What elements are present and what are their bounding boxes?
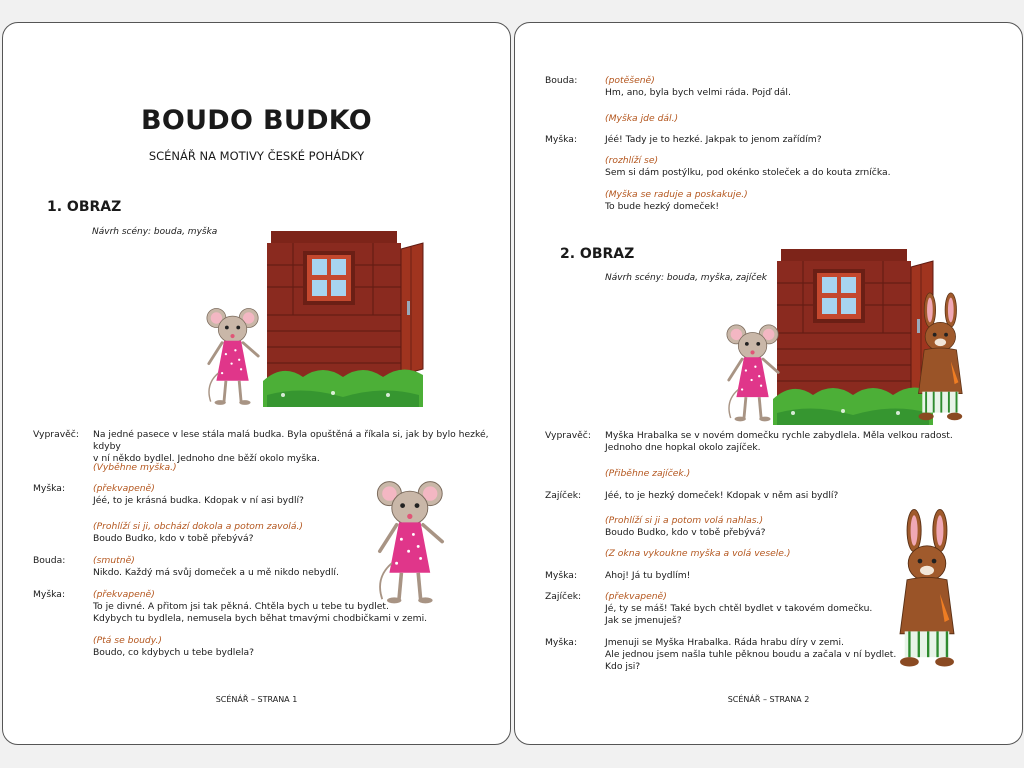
dialogue-line: Myška Hrabalka se v novém domečku rychle zabydlela. Měla velkou radost. [605,430,953,441]
stage-direction: (Z okna vykoukne myška a volá vesele.) [605,548,791,559]
dialogue-line: Jmenuji se Myška Hrabalka. Ráda hrabu díry v zemi. [605,637,844,648]
mouse-illustration [375,479,447,609]
stage-direction: (Myška se raduje a poskakuje.) [605,189,748,200]
dialogue-line: Jak se jmenuješ? [605,615,682,627]
dialogue-line: Jé, ty se máš! Také bych chtěl bydlet v takovém domečku. [605,603,873,615]
stage-direction: (rozhlíží se) [605,155,659,166]
speaker-label: Myška: [545,134,578,145]
stage-direction: (Myška jde dál.) [605,113,679,124]
speaker-label: Myška: [545,637,578,648]
stage-direction: (smutně) [93,555,135,566]
page-footer: SCÉNÁŘ – STRANA 1 [215,695,298,704]
dialogue-line: To bude hezký domeček! [605,201,720,213]
stage-direction: (překvapeně) [93,483,155,494]
dialogue-line: v ní někdo bydlel. Jednoho dne běží okolo myška. [93,453,320,465]
dialogue-line: Boudo Budko, kdo v tobě přebývá? [93,533,254,545]
speaker-label: Myška: [33,483,66,494]
dialogue-line: Ale jednou jsem našla tuhle pěknou boudu a začala v ní bydlet. [605,649,897,661]
page-title: BOUDO BUDKO [140,105,373,136]
dialogue-line: Kdo jsi? [605,661,641,673]
dialogue-line: Sem si dám postýlku, pod okénko stoleček a do kouta zrníčka. [605,167,891,179]
speaker-label: Bouda: [33,555,66,566]
speaker-label: Zajíček: [545,591,582,602]
bunny-illustration [893,493,961,683]
dialogue-line: Boudo, co kdybych u tebe bydlela? [93,647,255,659]
dialogue-line: Jéé, to je hezký domeček! Kdopak v něm asi bydlí? [605,490,839,501]
page-1 [2,22,511,745]
speaker-label: Bouda: [545,75,578,86]
stage-direction: (překvapeně) [605,591,667,602]
section-heading-2: 2. OBRAZ [560,246,635,262]
dialogue-line: Hm, ano, byla bych velmi ráda. Pojď dál. [605,87,791,99]
page-2 [514,22,1023,745]
stage-direction: (Přiběhne zajíček.) [605,468,691,479]
hut-mouse-illustration [205,223,445,423]
dialogue-line: Boudo Budko, kdo v tobě přebývá? [605,527,766,539]
page-subtitle: SCÉNÁŘ NA MOTIVY ČESKÉ POHÁDKY [148,149,365,163]
scene-note-2: Návrh scény: bouda, myška, zajíček [605,273,767,283]
stage-direction: (Vyběhne myška.) [93,462,177,473]
dialogue-line: To je divné. A přitom jsi tak pěkná. Chtěla bych u tebe tu bydlet. [93,601,389,613]
dialogue-line: Nikdo. Každý má svůj domeček a u mě nikdo nebydlí. [93,567,339,579]
hut-mouse-bunny-illustration [725,247,965,437]
dialogue-line: Ahoj! Já tu bydlím! [605,570,691,581]
stage-direction: (Prohlíží si ji a potom volá nahlas.) [605,515,764,526]
dialogue-line: Jéé, to je krásná budka. Kdopak v ní asi bydlí? [93,495,304,507]
dialogue-line: Kdybych tu bydlela, nemusela bych běhat tmavými chodbičkami v zemi. [93,613,428,625]
stage-direction: (Ptá se boudy.) [93,635,162,646]
dialogue-line: Na jedné pasece v lese stála malá budka. Byla opuštěná a říkala si, jak by bylo hezké, kdyby [93,429,489,453]
stage-direction: (překvapeně) [93,589,155,600]
stage-direction: (potěšeně) [605,75,655,86]
dialogue-line: Jéé! Tady je to hezké. Jakpak to jenom zařídím? [605,134,822,145]
speaker-label: Myška: [545,570,578,581]
scene-note-1: Návrh scény: bouda, myška [92,227,218,237]
section-heading-1: 1. OBRAZ [47,199,122,215]
page-footer: SCÉNÁŘ – STRANA 2 [727,695,810,704]
dialogue-line: Jednoho dne hopkal okolo zajíček. [605,442,761,454]
speaker-label: Vypravěč: [33,429,79,440]
speaker-label: Vypravěč: [545,430,591,441]
speaker-label: Myška: [33,589,66,600]
stage-direction: (Prohlíží si ji, obchází dokola a potom zavolá.) [93,521,303,532]
speaker-label: Zajíček: [545,490,582,501]
